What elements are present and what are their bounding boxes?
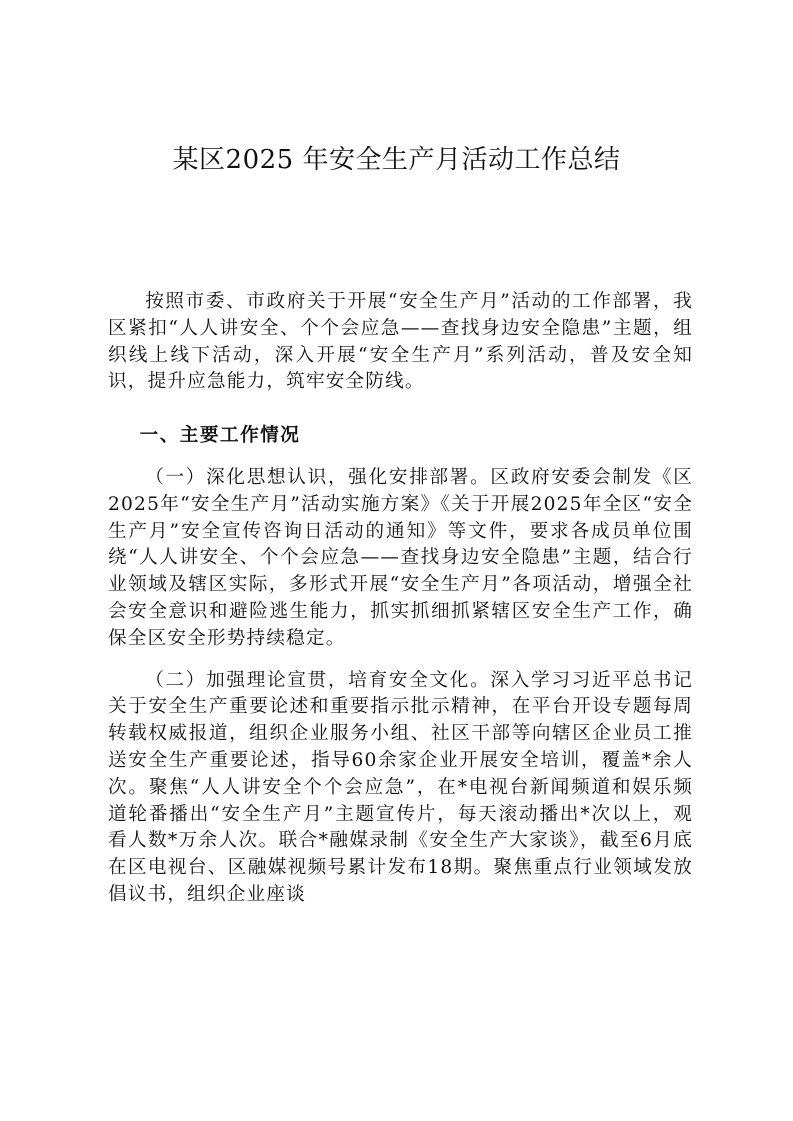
document-body	[108, 289, 693, 909]
intro-paragraph: 按照市委、市政府关于开展“安全生产月”活动的工作部署，我区紧扣“人人讲安全、个个会应急——查找身边安全隐患”主题，组织线上线下活动，深入开展“安全生产月”系列活动，普及安全知识，提升应急能力，筑牢安全防线。	[108, 291, 693, 393]
document-title: 某区2025 年安全生产月活动工作总结	[172, 145, 621, 175]
spacer	[108, 653, 693, 668]
spacer	[108, 396, 693, 423]
item-paragraph-2: （二）加强理论宣贯，培育安全文化。深入学习习近平总书记关于安全生产重要论述和重要指示批示精神，在平台开设专题每周转载权威报道，组织企业服务小组、社区干部等向辖区企业员工推送安全生产重要论述，指导60余家企业开展安全培训，覆盖*余人次。聚焦“人人讲安全个个会应急”，在*电视台新闻频道和娱乐频道轮番播出“安全生产月”主题宣传片，每天滚动播出*次以上，观看人数*万余人次。联合*融媒录制《安全生产大家谈》，截至6月底在区电视台、区融媒视频号累计发布18期。聚焦重点行业领域发放倡议书，组织企业座谈	[108, 669, 693, 905]
spacer	[108, 450, 693, 465]
section-heading: 一、主要工作情况	[139, 425, 301, 447]
item-paragraph-1: （一）深化思想认识，强化安排部署。区政府安委会制发《区2025年“安全生产月”活动实施方案》《关于开展2025年全区“安全生产月”安全宣传咨询日活动的通知》等文件，要求各成员单位围绕“人人讲安全、个个会应急——查找身边安全隐患”主题，结合行业领域及辖区实际，多形式开展“安全生产月”各项活动，增强全社会安全意识和避险逃生能力，抓实抓细抓紧辖区安全生产工作，确保全区安全形势持续稳定。	[108, 466, 693, 649]
